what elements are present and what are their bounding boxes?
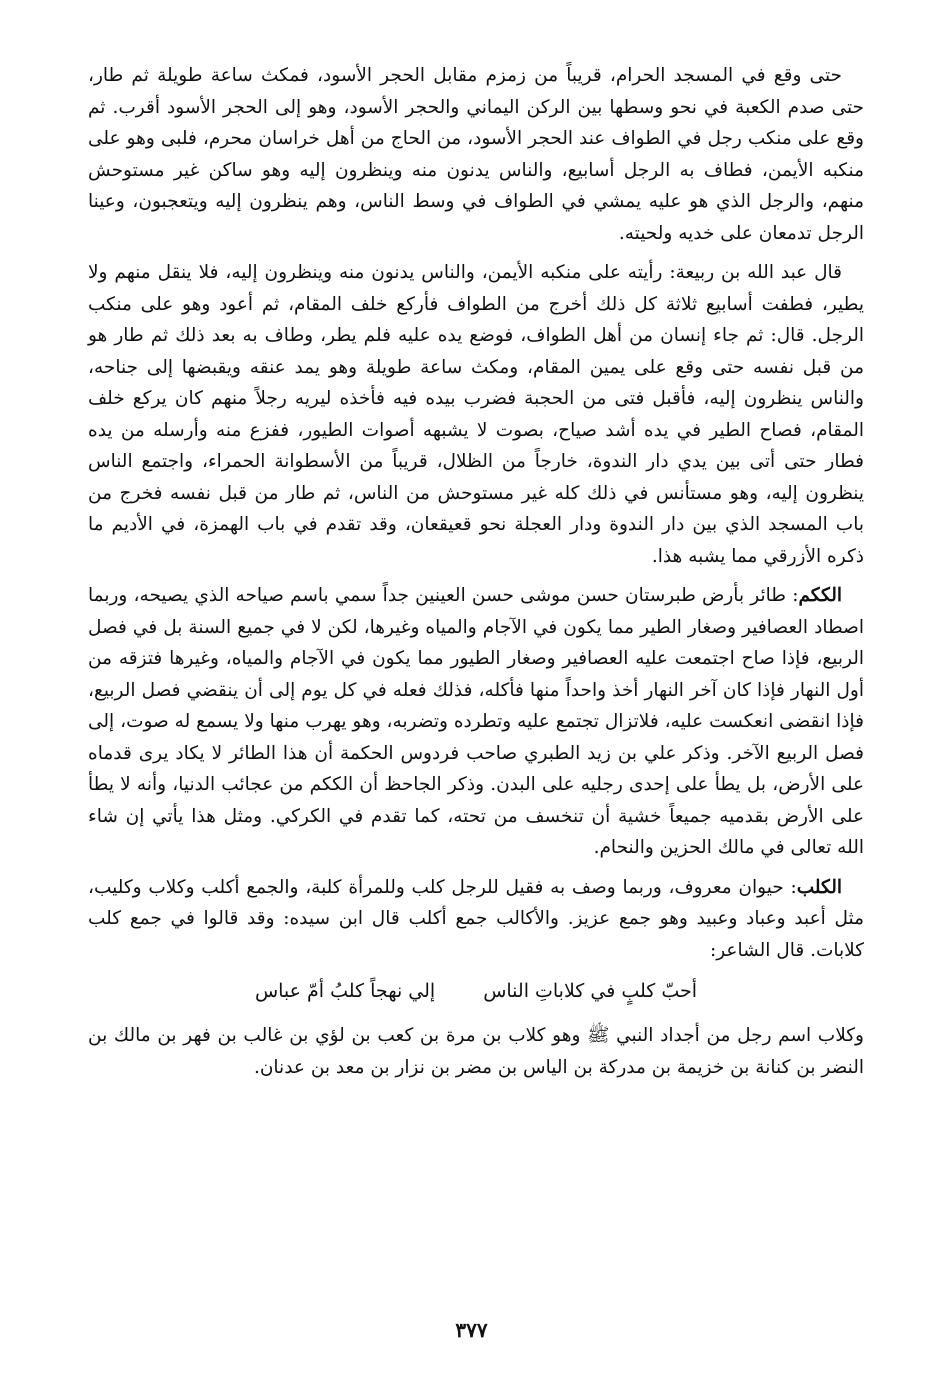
paragraph-text: : طائر بأرض طبرستان حسن موشى حسن العينين جداً سمي باسم صياحه الذي يصيحه، وربما اصطاد العصافير وصغار الطير مما يكون في الآجام والمياه وغيرها، لكن لا في جميع السنة بل في فصل الربيع، فإذا صاح اجتمعت عليه العصافير وصغار الطيور مما يكون في الآجام والمياه، وغيرها فتزقه من أول النهار فإذا كان آخر النهار أخذ واحداً منها فأكله، فذلك فعله في كل يوم إلى أن ينقضي فصل الربيع، فإذا انقضى انعكست عليه، فلاتزال تجتمع عليه وتطرده وتضربه، وهو يهرب منها ولا يسمع له صوت، إلى فصل الربيع الآخر. وذكر علي بن زيد الطبري صاحب فردوس الحكمة أن هذا الطائر لا يكاد يرى قدماه على الأرض، بل يطأ على إحدى رجليه على البدن. وذكر الجاحظ أن الككم من عجائب الدنيا، وأنه لا يطأ على الأرض بقدميه جميعاً خشية أن تنخسف من تحته، كما تقدم في الكركي. ومثل هذا يأتي إن شاء الله تعالى في مالك الحزين والنحام. (88, 585, 864, 858)
paragraph-3 (88, 580, 864, 864)
entry-term-alkakam: الككم (798, 585, 842, 606)
paragraph-text: حتى وقع في المسجد الحرام، قريباً من زمزم مقابل الحجر الأسود، فمكث ساعة طويلة ثم طار، حتى صدم الكعبة في نحو وسطها بين الركن اليماني والحجر الأسود، وهو إلى الحجر الأسود أقرب. ثم وقع على منكب رجل في الطواف عند الحجر الأسود، من الحاج من أهل خراسان محرم، فلبى وهو على منكبه الأيمن، فطاف به الرجل أسابيع، والناس يدنون منه وينظرون إليه وهو ساكن غير مستوحش منهم، والرجل الذي هو عليه يمشي في الطواف في وسط الناس، وهم ينظرون إليه ويتعجبون، وعينا الرجل تدمعان على خديه ولحيته. (88, 65, 864, 244)
paragraph-text: : حيوان معروف، وربما وصف به فقيل للرجل كلب وللمرأة كلبة، والجمع أكلب وكلاب وكليب، مثل أعبد وعباد وعبيد وهو جمع عزيز. والأكالب جمع أكلب قال ابن سيده: وقد قالوا في جمع كلب كلابات. قال الشاعر: (88, 876, 864, 961)
verse-first-hemistich: أحبّ كلبٍ في كلاباتِ الناس (483, 980, 698, 1002)
verse-second-hemistich: إلي نهجاً كلبُ أمّ عباس (254, 980, 436, 1002)
page-number: ٣٧٧ (455, 1318, 488, 1342)
paragraph-text: قال عبد الله بن ربيعة: رأيته على منكبه الأيمن، والناس يدنون منه وينظرون إليه، فلا ينقل منهم ولا يطير، فطفت أسابيع ثلاثة كل ذلك أخرج من الطواف فأركع خلف المقام، ثم أعود وهو على منكب الرجل. قال: ثم جاء إنسان من أهل الطواف، فوضع يده عليه فلم يطر، وطاف به بعد ذلك ثم طار هو من قبل نفسه حتى وقع على يمين المقام، ومكث ساعة طويلة وهو يمد عنقه ويقبضها إلى جناحه، والناس ينظرون إليه، فأقبل فتى من الحجبة فضرب بيده فيه فأخذه ليريه رجلاً منهم كان يركع خلف المقام، فصاح الطير في يده أشد صياح، بصوت لا يشبهه أصوات الطيور، ففزع منه وأرسله من يده فطار حتى أتى بين يدي دار الندوة، خارجاً من الظلال، قريباً من الأسطوانة الحمراء، واجتمع الناس ينظرون إليه، وهو مستأنس في ذلك كله غير مستوحش من الناس، ثم طار من قبل نفسه فخرج من باب المسجد الذي بين دار الندوة ودار العجلة نحو قعيقعان، وقد تقدم في باب الهمزة، في الأديم ما ذكره الأزرقي مما يشبه هذا. (88, 262, 864, 567)
closing-paragraph: وكلاب اسم رجل من أجداد النبي ﷺ وهو كلاب بن مرة بن كعب بن لؤي بن غالب بن فهر بن مالك بن النضر بن كنانة بن خزيمة بن مدركة بن الياس بن مضر بن نزار بن معد بن عدنان. (88, 1025, 864, 1078)
paragraph-4 (88, 872, 864, 967)
paragraph-1 (88, 60, 864, 249)
entry-term-alkalb: الكلب (796, 876, 842, 898)
document-page (88, 60, 864, 1091)
paragraph-2 (88, 257, 864, 572)
poetry-verse (88, 974, 864, 1008)
